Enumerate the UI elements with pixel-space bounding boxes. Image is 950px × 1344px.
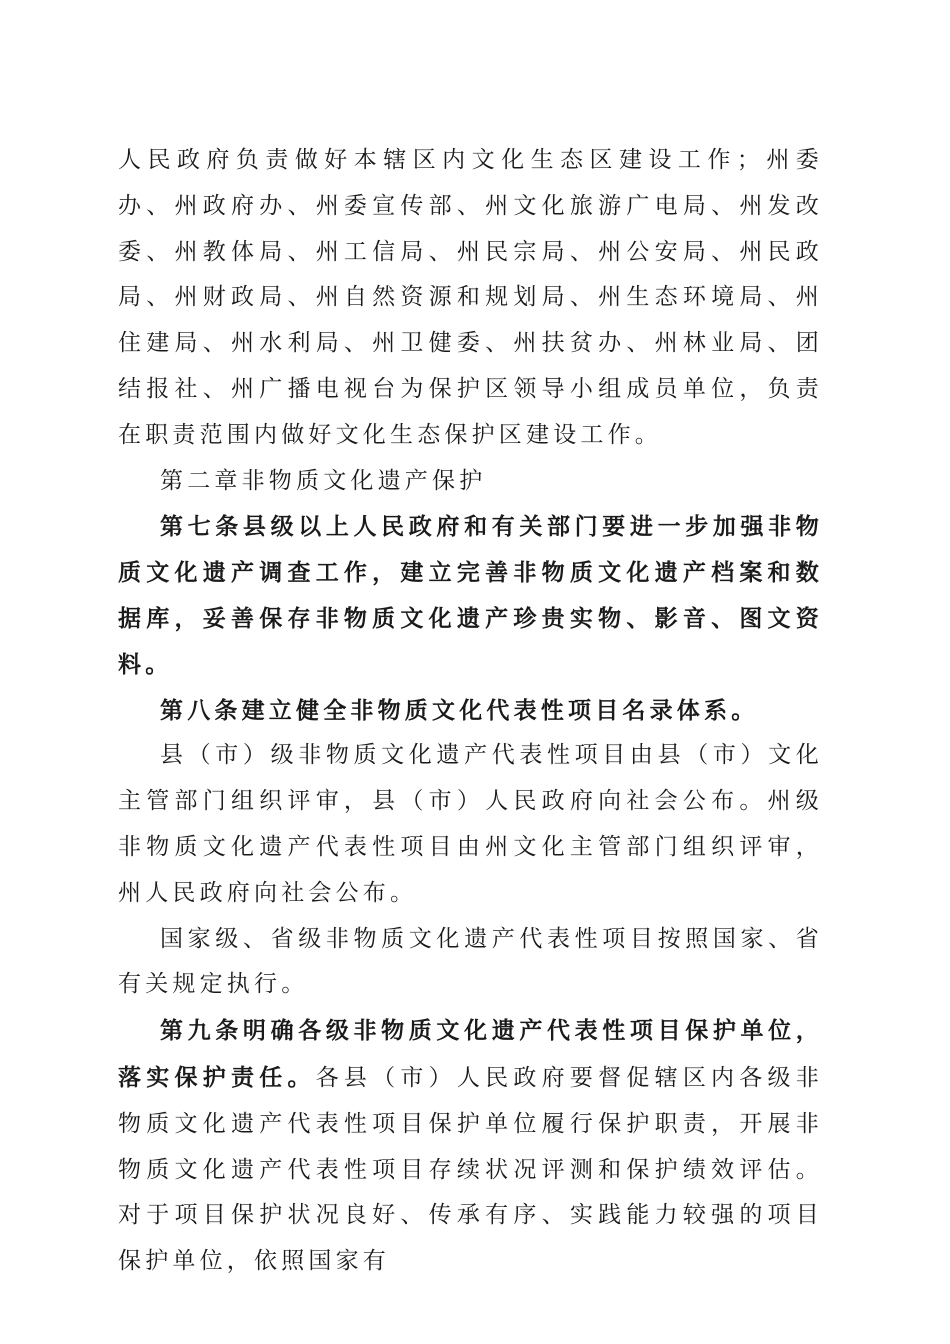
article-7: 第七条县级以上人民政府和有关部门要进一步加强非物质文化遗产调查工作，建立完善非物质文化遗产档案和数据库，妥善保存非物质文化遗产珍贵实物、影音、图文资料。: [118, 513, 823, 678]
paragraph-national-level: 国家级、省级非物质文化遗产代表性项目按照国家、省有关规定执行。: [118, 925, 823, 998]
article-8: 第八条建立健全非物质文化代表性项目名录体系。: [160, 696, 759, 724]
document-page: [118, 138, 823, 1285]
chapter-heading: 第二章非物质文化遗产保护: [160, 467, 487, 494]
article-9-body: 各县（市）人民政府要督促辖区内各级非物质文化遗产代表性项目保护单位履行保护职责，开展非物质文化遗产代表性项目存续状况评测和保护绩效评估。对于项目保护状况良好、传承有序、实践能力较强的项目保护单位，依照国家有: [118, 1064, 823, 1275]
paragraph-responsibilities: 人民政府负责做好本辖区内文化生态区建设工作；州委办、州政府办、州委宣传部、州文化旅游广电局、州发改委、州教体局、州工信局、州民宗局、州公安局、州民政局、州财政局、州自然资源和规划局、州生态环境局、州住建局、州水利局、州卫健委、州扶贫办、州林业局、团结报社、州广播电视台为保护区领导小组成员单位，负责在职责范围内做好文化生态保护区建设工作。: [118, 147, 823, 448]
article-9-title: 第九条明确各级非物质文化遗产代表性项目保护单位，落实保护责任。: [118, 1017, 823, 1091]
article-9: [118, 1008, 823, 1285]
paragraph-county-level: 县（市）级非物质文化遗产代表性项目由县（市）文化主管部门组织评审，县（市）人民政府向社会公布。州级非物质文化遗产代表性项目由州文化主管部门组织评审，州人民政府向社会公布。: [118, 742, 823, 906]
